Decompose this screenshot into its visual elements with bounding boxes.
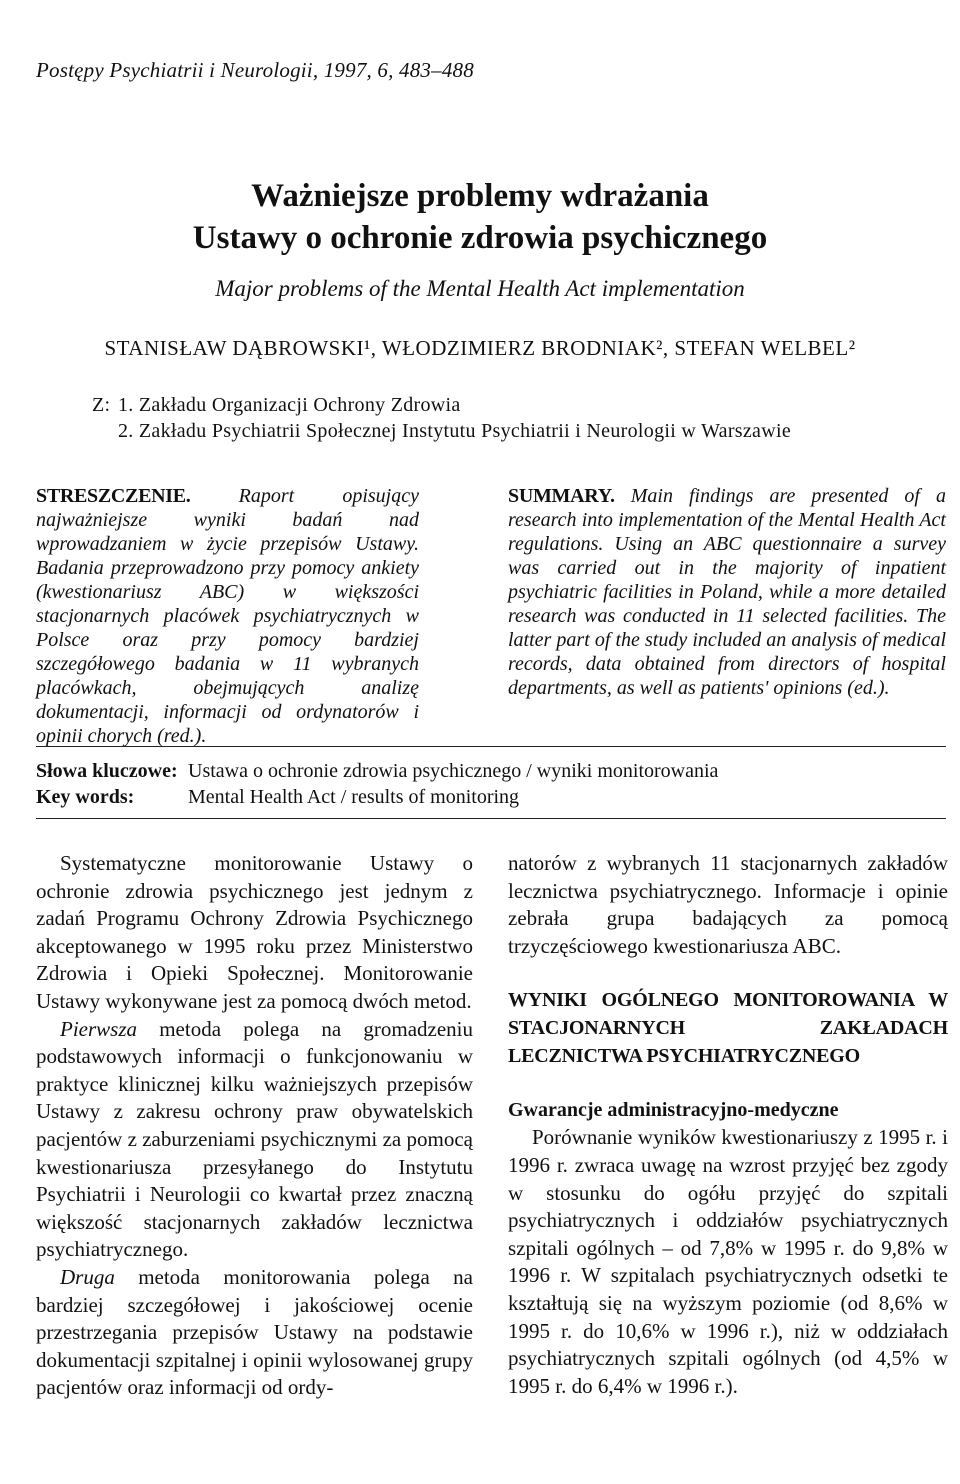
keywords-polish-text: Ustawa o ochronie zdrowia psychicznego / wyniki monitorowania	[188, 760, 719, 782]
english-subtitle: Major problems of the Mental Health Act implementation	[215, 276, 745, 301]
authors: STANISŁAW DĄBROWSKI¹, WŁODZIMIERZ BRODNIAK², STEFAN WELBEL²	[104, 336, 856, 360]
keywords-top-rule	[36, 746, 946, 747]
keywords-english-label: Key words:	[36, 786, 135, 808]
journal-citation: Postępy Psychiatrii i Neurologii, 1997, 6, 483–488	[36, 58, 474, 82]
keywords-bottom-rule	[36, 818, 946, 819]
affiliation-2: 2. Zakładu Psychiatrii Społecznej Instytutu Psychiatrii i Neurologii w Warszawie	[118, 420, 791, 442]
abstract-english-text: Main findings are presented of a research into implementation of the Mental Health Act regulations. Using an ABC questionnaire a survey was carried out in the majority of inpatient psychiatric facilities in Poland, while a more detailed research was conducted in 11 selected facilities. The latter part of the study included an analysis of medical records, data obtained from directors of hospital departments, as well as patients' opinions (ed.).	[508, 485, 947, 699]
body-column-right	[508, 850, 948, 1400]
keywords-english-text: Mental Health Act / results of monitoring	[188, 786, 520, 808]
emphasis: Druga	[60, 1264, 115, 1289]
affiliation-1: 1. Zakładu Organizacji Ochrony Zdrowia	[118, 394, 461, 416]
paragraph-text: metoda monitorowania polega na bardziej szczegółowej i jakościowej ocenie przestrzegania przepisów Ustawy na podstawie dokumentacji szpitalnej i opinii wylosowanej grupy pacjentów oraz informacji od ordy-	[36, 1264, 473, 1400]
body-column-left	[36, 850, 473, 1402]
affiliation-label: Z:	[92, 394, 111, 416]
abstract-polish	[36, 484, 419, 748]
body-paragraph: natorów z wybranych 11 stacjonarnych zakładów lecznictwa psychiatrycznego. Informacje i opinie zebrała grupa badających za pomocą trzyczęściowego kwestionariusza ABC.	[508, 851, 948, 958]
section-heading: WYNIKI OGÓLNEGO MONITOROWANIA W STACJONARNYCH ZAKŁADACH LECZNICTWA PSYCHIATRYCZNEGO	[508, 989, 948, 1068]
body-paragraph	[36, 1016, 473, 1264]
abstract-english-label: SUMMARY.	[508, 485, 615, 507]
paragraph-text: metoda polega na gromadzeniu podstawowych informacji o funkcjonowaniu w praktyce klinicznej kilku ważniejszych przepisów Ustawy z zakresu ochrony praw obywatelskich pacjentów z zaburzeniami psychicznymi za pomocą kwestionariusza przesyłanego do Instytutu Psychiatrii i Neurologii co kwartał przez znaczną większość stacjonarnych zakładów lecznictwa psychiatrycznego.	[36, 1016, 473, 1262]
abstract-english	[508, 484, 946, 700]
body-paragraph: Systematyczne monitorowanie Ustawy o ochronie zdrowia psychicznego jest jednym z zadań Programu Ochrony Zdrowia Psychicznego akceptowanego w 1995 roku przez Ministerstwo Zdrowia i Opieki Społecznej. Monitorowanie Ustawy wykonywane jest za pomocą dwóch metod.	[36, 851, 473, 1013]
article-title-line-1: Ważniejsze problemy wdrażania	[251, 178, 709, 214]
body-paragraph	[36, 1264, 473, 1402]
keywords-english	[36, 786, 519, 809]
keywords-polish	[36, 760, 718, 783]
subsection-heading: Gwarancje administracyjno-medyczne	[508, 1099, 839, 1122]
abstract-polish-text: Raport opisujący najważniejsze wyniki badań nad wprowadzaniem w życie przepisów Ustawy. Badania przeprowadzono przy pomocy ankiety (kwestionariusz ABC) w większości stacjonarnych placówek psychiatrycznych w Polsce oraz przy pomocy bardziej szczegółowego badania w 11 wybranych placówkach, obejmujących analizę dokumentacji, informacji od ordynatorów i opinii chorych (red.).	[36, 485, 419, 747]
body-paragraph: Porównanie wyników kwestionariuszy z 1995 r. i 1996 r. zwraca uwagę na wzrost przyjęć bez zgody w stosunku do ogółu przyjęć do szpitali psychiatrycznych i oddziałów psychiatrycznych szpitali ogólnych – od 7,8% w 1995 r. do 9,8% w 1996 r. W szpitalach psychiatrycznych odsetki te kształtują się na wyższym poziomie (od 8,6% w 1995 r. do 10,6% w 1996 r.), niż w oddziałach psychiatrycznych szpitali ogólnych (od 4,5% w 1995 r. do 6,4% w 1996 r.).	[508, 1125, 948, 1398]
emphasis: Pierwsza	[60, 1016, 138, 1041]
abstract-polish-label: STRESZCZENIE.	[36, 485, 191, 507]
article-title-line-2: Ustawy o ochronie zdrowia psychicznego	[192, 220, 768, 256]
keywords-polish-label: Słowa kluczowe:	[36, 760, 178, 782]
